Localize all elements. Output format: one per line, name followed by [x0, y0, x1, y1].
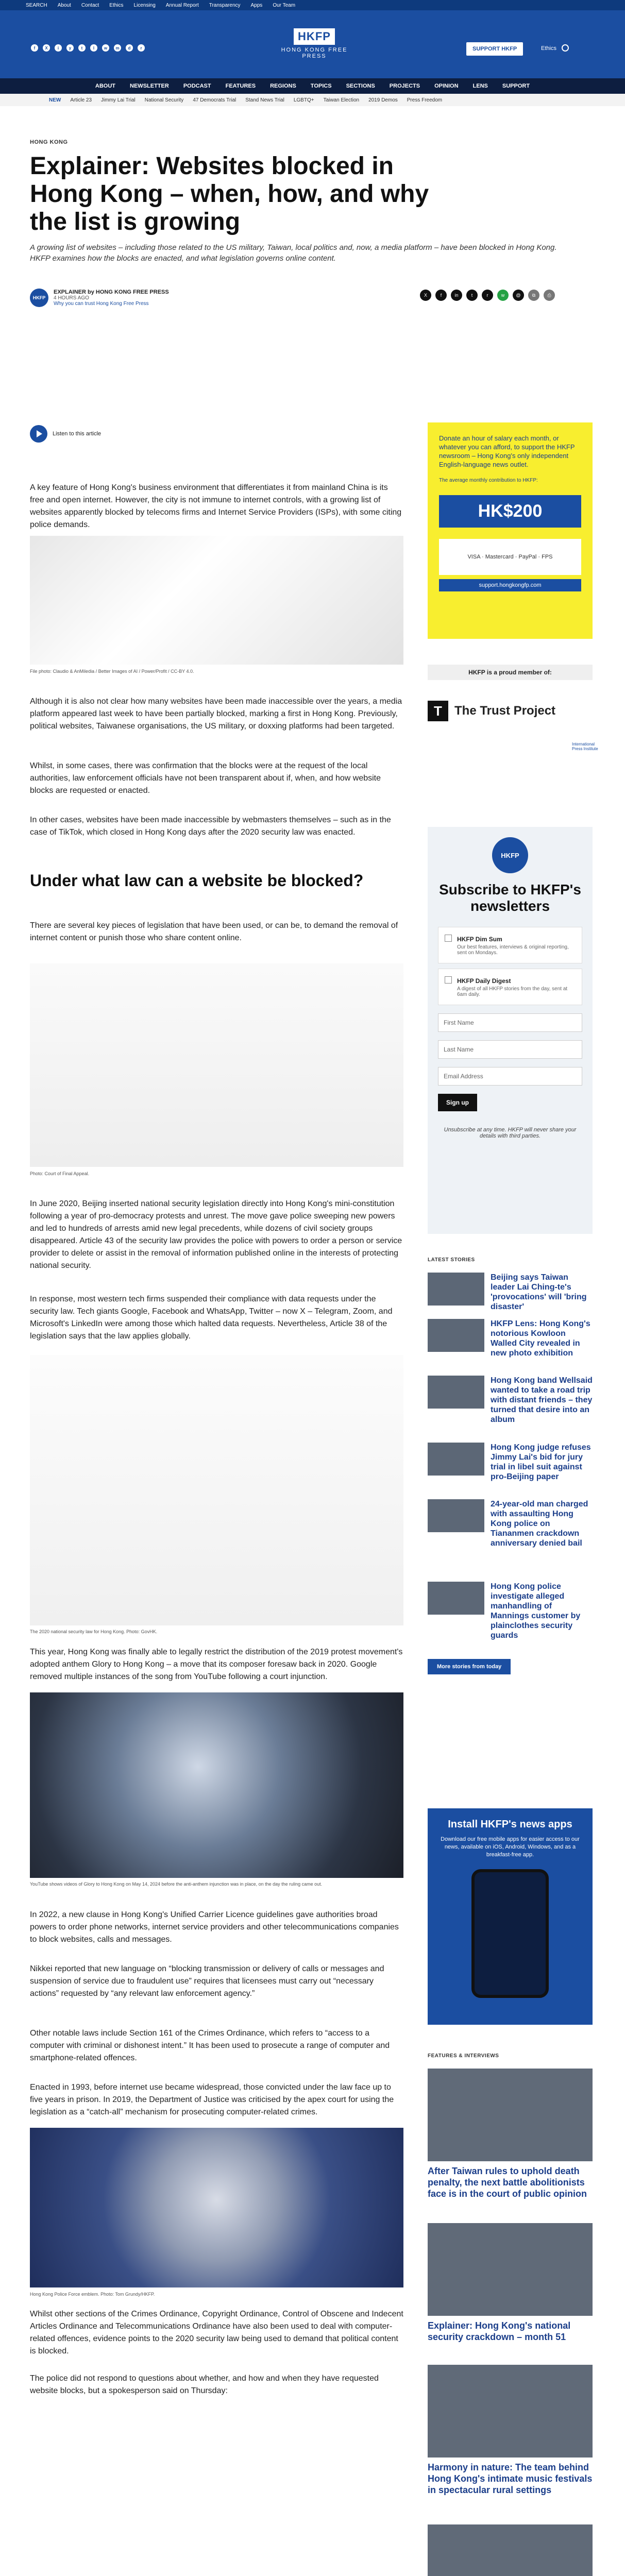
story-thumbnail — [428, 1319, 484, 1352]
feature-story[interactable]: Harmony in nature: The team behind Hong Kong's intimate music festivals in spectacular rural settings — [428, 2365, 593, 2496]
image-caption: File photo: Claudio & AnMiledia / Better Images of AI / Power/Profit / CC-BY 4.0. — [30, 669, 194, 674]
share-telegram-icon[interactable]: t — [466, 290, 478, 301]
checkbox[interactable] — [445, 935, 452, 942]
x-icon[interactable]: X — [43, 44, 50, 52]
page-title: Explainer: Websites blocked in Hong Kong – when, how, and why the list is growing — [30, 152, 429, 235]
newsletter-title: Subscribe to HKFP's newsletters — [439, 882, 581, 914]
image-caption: The 2020 national security law for Hong Kong. Photo: GovHK. — [30, 1629, 158, 1634]
article-paragraph: Although it is also not clear how many websites have been made inaccessible over the years, a media platform appeared last week to have been partially blocked, marking a first in Hong Kong. Previously, political websites, Taiwanese organisations, the US military, or doxxing platforms had been targeted. — [30, 697, 402, 731]
utility-link[interactable]: Annual Report — [165, 2, 199, 8]
ethics-link[interactable]: Ethics — [541, 45, 556, 52]
newsletter-note: Unsubscribe at any time. HKFP will never share your details with third parties. — [444, 1127, 577, 1139]
article-image — [30, 1692, 403, 1878]
trust-project-logo[interactable]: T The Trust Project — [428, 701, 593, 721]
article-paragraph: Enacted in 1993, before internet use became widespread, those convicted under the law face up to five years in prison. In 2019, the Department of Justice was criticised by the apex court for using the legislation as a “catch-all” mechanism for prosecuting computer-related crimes. — [30, 2083, 394, 2116]
support-button[interactable]: SUPPORT HKFP — [466, 42, 523, 56]
share-x-icon[interactable]: X — [420, 290, 431, 301]
masthead — [0, 10, 625, 78]
utility-bar — [0, 0, 625, 10]
ad-url[interactable]: support.hongkongfp.com — [439, 579, 581, 591]
trending-link[interactable]: National Security — [144, 97, 184, 103]
ad-note: The average monthly contribution to HKFP: — [439, 478, 538, 483]
share-linkedin-icon[interactable]: in — [451, 290, 462, 301]
member-label: HKFP is a proud member of: — [428, 665, 593, 680]
trending-bar — [0, 94, 625, 106]
article-paragraph: Whilst other sections of the Crimes Ordinance, Copyright Ordinance, Control of Obscene and Indecent Articles Ordinance and Telecommunications Ordinance have also been used to deal with computer-related offences, evidence points to the 2020 security law being used to demand that political content is blocked. — [30, 2310, 403, 2355]
search-icon[interactable] — [562, 44, 569, 52]
byline — [30, 289, 169, 307]
avatar: HKFP — [30, 289, 48, 307]
last-name-field[interactable]: Last Name — [438, 1040, 582, 1059]
trending-link[interactable]: 47 Democrats Trial — [193, 97, 237, 103]
article-paragraph: In response, most western tech firms suspended their compliance with data requests under the security law. Tech giants Google, Facebook and WhatsApp, Twitter – now X – Telegram, Zoom, and Microsoft's LinkedIn were among those which halted data requests. Nevertheless, Article 38 of the legislation says that the law applies globally. — [30, 1295, 393, 1341]
telegram-icon[interactable]: t — [78, 44, 86, 52]
utility-link[interactable]: Transparency — [209, 2, 241, 8]
nav-item[interactable]: REGIONS — [270, 83, 296, 89]
image-caption: Photo: Court of Final Appeal. — [30, 1171, 90, 1176]
article-paragraph: This year, Hong Kong was finally able to legally restrict the distribution of the 2019 protest movement's adopted anthem Glory to Hong Kong – a move that its composer foresaw back in 2020. Google removed multiple instances of the song from YouTube following a court injunction. — [30, 1648, 403, 1681]
article-paragraph: Other notable laws include Section 161 of the Crimes Ordinance, which refers to “access to a computer with criminal or dishonest intent.” It has been used to prosecute a range of computer and smartphone-related offences. — [30, 2029, 390, 2062]
article-paragraph: In June 2020, Beijing inserted national security legislation directly into Hong Kong's mini-constitution following a year of pro-democracy protests and unrest. The move gave police sweeping new powers and led to hundreds of arrests amid new legal precedents, while dozens of civil society groups disappeared. Article 43 of the security law provides the police with powers to order a person or service provider to delete or assist in the removal of information published online in the interests of protecting national security. — [30, 1199, 402, 1270]
latest-label: LATEST STORIES — [428, 1257, 475, 1263]
story-image — [428, 2223, 593, 2316]
trust-project-icon: T — [428, 701, 448, 721]
youtube-icon[interactable]: y — [66, 44, 74, 52]
article-paragraph: Whilst, in some cases, there was confirmation that the blocks were at the request of the local authorities, law enforcement officials have not been transparent about if, when, and how website blocks are requested or enacted. — [30, 761, 381, 795]
article-paragraph: A key feature of Hong Kong's business environment that differentiates it from mainland China is its free and open internet. However, the city is not immune to internet controls, with a growing list of websites apparently blocked by telecoms firms and Internet Service Providers (ISPs), with some citing police demands. — [30, 483, 402, 529]
signup-button[interactable]: Sign up — [438, 1094, 477, 1111]
story-image — [428, 2524, 593, 2576]
story-image — [428, 2365, 593, 2458]
category-kicker[interactable]: HONG KONG — [30, 139, 68, 145]
nav-item[interactable]: PODCAST — [183, 83, 211, 89]
nav-item[interactable]: NEWSLETTER — [130, 83, 169, 89]
nav-item[interactable]: OPINION — [434, 83, 459, 89]
linkedin-icon[interactable]: l — [90, 44, 97, 52]
list-item[interactable]: Hong Kong band Wellsaid wanted to take a road trip with distant friends – they turned that desire into an album — [428, 1376, 593, 1425]
discord-icon[interactable]: d — [126, 44, 133, 52]
more-stories-button[interactable]: More stories from today — [428, 1659, 511, 1674]
utility-link[interactable]: About — [57, 2, 71, 8]
article-paragraph: In 2022, a new clause in Hong Kong's Unified Carrier Licence guidelines gave authorities broad powers to order phone networks, internet service providers and other telecommunications companies to block websites, calls and messages. — [30, 1910, 399, 1944]
article-dek: A growing list of websites – including those related to the US military, Taiwan, local politics and, now, a media platform – have been blocked in Hong Kong. HKFP examines how the blocks are enacted, and what legislation governs online content. — [30, 243, 557, 263]
email-field[interactable]: Email Address — [438, 1067, 582, 1086]
utility-link[interactable]: Licensing — [133, 2, 156, 8]
print-icon[interactable]: ⎙ — [544, 290, 555, 301]
nav-item[interactable]: SUPPORT — [502, 83, 530, 89]
facebook-icon[interactable]: f — [31, 44, 38, 52]
audio-player — [30, 425, 101, 443]
ipi-logo[interactable]: International Press Institute — [572, 742, 598, 751]
article-paragraph: Nikkei reported that new language on “blocking transmission or delivery of calls or messages and suspension of service due to fraudulent use” requires that licensees must carry out “necessary actions” requested by “any relevant law enforcement agency.” — [30, 1964, 384, 1998]
rss-icon[interactable]: r — [138, 44, 145, 52]
share-copy-icon[interactable]: ⧉ — [528, 290, 539, 301]
utility-link[interactable]: Our Team — [273, 2, 296, 8]
newsletter-signup — [428, 827, 593, 1234]
trending-link[interactable]: Taiwan Election — [323, 97, 360, 103]
utility-link[interactable]: Contact — [81, 2, 99, 8]
list-item[interactable]: Beijing says Taiwan leader Lai Ching-te's 'provocations' will 'bring disaster' — [428, 1273, 593, 1312]
story-thumbnail — [428, 1499, 484, 1532]
nav-item[interactable]: LENS — [472, 83, 488, 89]
donation-ad[interactable] — [428, 422, 593, 639]
site-logo[interactable]: HKFP HONG KONG FREE PRESS — [271, 28, 358, 59]
story-thumbnail — [428, 1273, 484, 1306]
utility-link[interactable]: Ethics — [109, 2, 124, 8]
trending-link[interactable]: Article 23 — [70, 97, 92, 103]
share-buttons — [420, 290, 555, 301]
article-paragraph: The police did not respond to questions about whether, and how and when they have requested website blocks, but a spokesperson said on Thursday: — [30, 2374, 379, 2395]
publish-time: 4 HOURS AGO — [54, 295, 89, 301]
app-promo-desc: Download our free mobile apps for easier access to our news, available on iOS, Android, Windows, and as a breakfast-free app. — [441, 1836, 580, 1858]
first-name-field[interactable]: First Name — [438, 1013, 582, 1032]
story-thumbnail — [428, 1582, 484, 1615]
article-paragraph: In other cases, websites have been made inaccessible by webmasters themselves – such as in the case of TikTok, which closed in Hong Kong days after the 2020 security law was enacted. — [30, 816, 391, 837]
image-caption: Hong Kong Police Force emblem. Photo: Tom Grundy/HKFP. — [30, 2292, 155, 2297]
nav-item[interactable]: SECTIONS — [346, 83, 375, 89]
trust-link[interactable]: Why you can trust Hong Kong Free Press — [54, 301, 149, 307]
list-item[interactable]: Hong Kong judge refuses Jimmy Lai's bid for jury trial in libel suit against pro-Beijing paper — [428, 1443, 593, 1482]
audio-label: Listen to this article — [53, 431, 102, 437]
share-whatsapp-icon[interactable]: w — [497, 290, 509, 301]
trending-link[interactable]: Stand News Trial — [245, 97, 284, 103]
utility-link[interactable]: Apps — [250, 2, 263, 8]
payment-cards: VISA · Mastercard · PayPal · FPS — [439, 539, 581, 575]
story-thumbnail — [428, 1443, 484, 1476]
main-nav — [0, 78, 625, 94]
nav-item[interactable]: TOPICS — [310, 83, 332, 89]
share-email-icon[interactable]: @ — [513, 290, 524, 301]
nav-item[interactable]: FEATURES — [225, 83, 256, 89]
trending-link[interactable]: Jimmy Lai Trial — [101, 97, 136, 103]
search-link[interactable]: SEARCH — [26, 2, 47, 8]
features-label: FEATURES & INTERVIEWS — [428, 2053, 499, 2059]
trending-link[interactable]: LGBTQ+ — [293, 97, 314, 103]
trending-label: NEW — [49, 97, 61, 103]
checkbox[interactable] — [445, 976, 452, 984]
story-thumbnail — [428, 1376, 484, 1409]
instagram-icon[interactable]: i — [55, 44, 62, 52]
play-icon[interactable] — [30, 425, 47, 443]
share-facebook-icon[interactable]: f — [435, 290, 447, 301]
nav-item[interactable]: ABOUT — [95, 83, 116, 89]
app-promo-title: Install HKFP's news apps — [448, 1819, 572, 1830]
list-item[interactable]: Hong Kong police investigate alleged manhandling of Mannings customer by plainclothes security guards — [428, 1582, 593, 1640]
article-image — [30, 536, 403, 665]
share-reddit-icon[interactable]: r — [482, 290, 493, 301]
ad-text: Donate an hour of salary each month, or whatever you can afford, to support the HKFP newsroom – Hong Kong's only independent English-language news outlet. — [439, 434, 575, 468]
app-promo[interactable] — [428, 1808, 593, 2025]
feature-story[interactable]: Explainer: Hong Kong's national security crackdown – month 51 — [428, 2223, 593, 2343]
feature-story[interactable]: After Taiwan rules to uphold death penalty, the next battle abolitionists face is in the court of public opinion — [428, 2069, 593, 2199]
trending-link[interactable]: Press Freedom — [407, 97, 443, 103]
ad-price: HK$200 — [439, 495, 581, 528]
story-image — [428, 2069, 593, 2161]
author-name[interactable]: EXPLAINER by HONG KONG FREE PRESS — [54, 289, 169, 295]
mastodon-icon[interactable]: m — [114, 44, 121, 52]
social-links — [31, 44, 145, 52]
phone-mockup — [471, 1869, 549, 1998]
section-heading: Under what law can a website be blocked? — [30, 871, 364, 890]
feature-story[interactable] — [428, 2524, 593, 2576]
whatsapp-icon[interactable]: w — [102, 44, 109, 52]
newsletter-logo: HKFP — [492, 837, 528, 873]
newsletter-option[interactable]: HKFP Dim Sum Our best features, interviews & original reporting, sent on Mondays. — [438, 927, 582, 963]
article-image — [30, 2128, 403, 2287]
article-paragraph: There are several key pieces of legislation that have been used, or can be, to demand the removal of internet content or punish those who share content online. — [30, 921, 398, 942]
list-item[interactable]: HKFP Lens: Hong Kong's notorious Kowloon Walled City revealed in new photo exhibition — [428, 1319, 593, 1358]
trending-link[interactable]: 2019 Demos — [368, 97, 398, 103]
nav-item[interactable]: PROJECTS — [389, 83, 420, 89]
article-image — [30, 963, 403, 1167]
list-item[interactable]: 24-year-old man charged with assaulting Hong Kong police on Tiananmen crackdown anniversary denied bail — [428, 1499, 593, 1548]
article-image — [30, 1355, 403, 1625]
image-caption: YouTube shows videos of Glory to Hong Kong on May 14, 2024 before the anti-anthem injunction was in place, on the day the ruling came out. — [30, 1882, 323, 1887]
newsletter-option[interactable]: HKFP Daily Digest A digest of all HKFP stories from the day, sent at 6am daily. — [438, 969, 582, 1005]
